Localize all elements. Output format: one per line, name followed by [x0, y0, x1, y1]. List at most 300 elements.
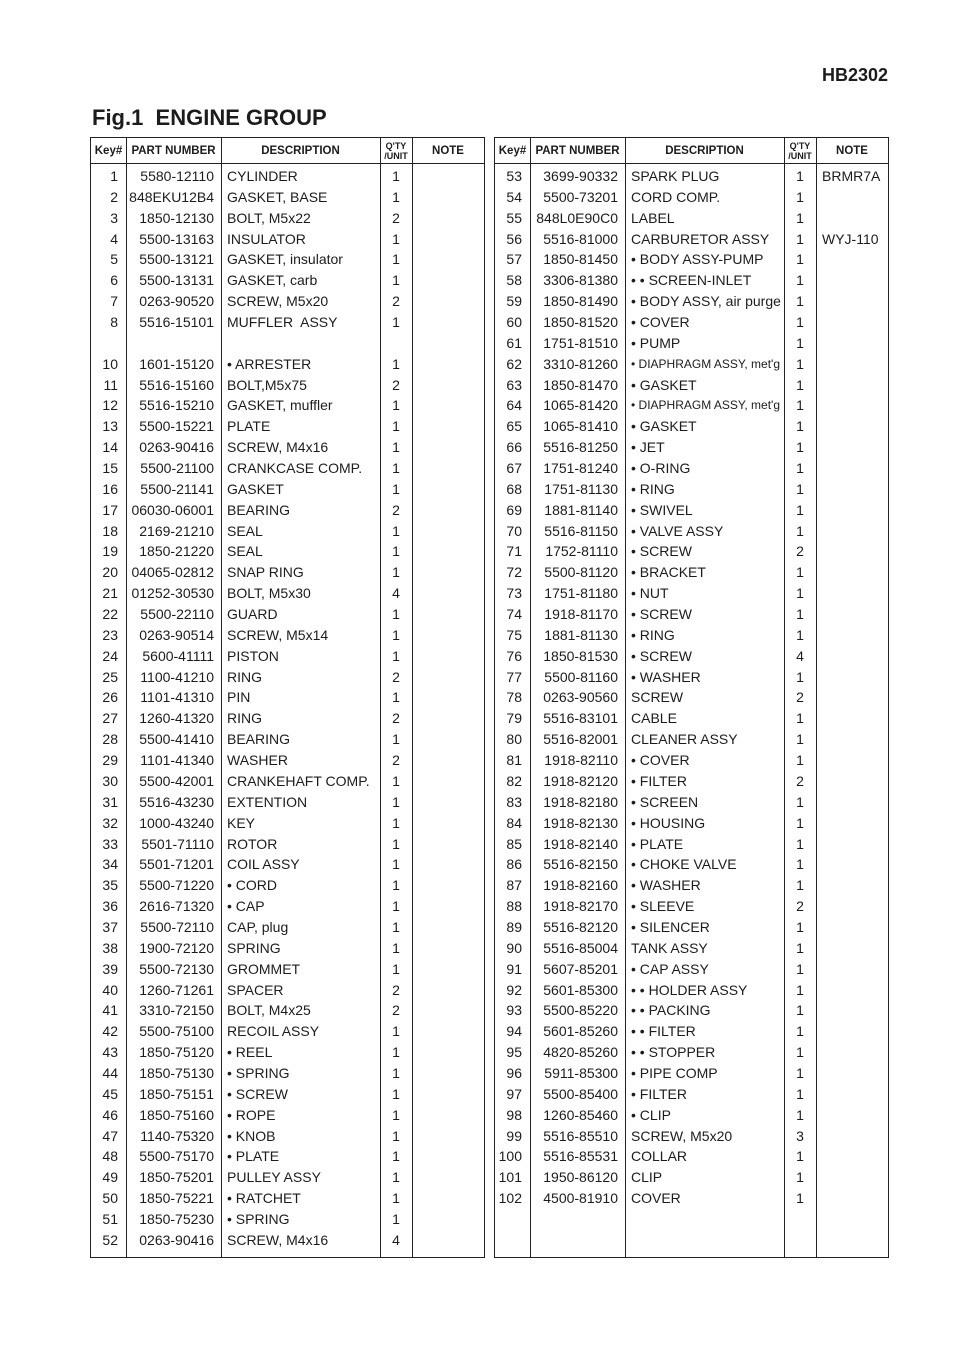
part-number-cell: 1000-43240: [139, 814, 214, 831]
description-cell: SCREW, M4x16: [227, 439, 329, 456]
description-cell: GUARD: [227, 606, 278, 623]
note-cell: [412, 792, 484, 813]
key-cell: 22: [102, 606, 118, 623]
qty-cell: 1: [392, 856, 400, 873]
qty-cell: 1: [796, 272, 804, 289]
part-number-cell: 3310-81260: [543, 355, 618, 372]
qty-cell: 1: [392, 606, 400, 623]
part-number-cell: 5501-71201: [139, 856, 214, 873]
key-cell: 61: [506, 334, 522, 351]
qty-cell: 1: [392, 1210, 400, 1227]
note-cell: [412, 208, 484, 229]
part-number-cell: 5500-21141: [140, 480, 214, 497]
key-cell: 30: [102, 772, 118, 789]
qty-cell: 1: [796, 1169, 804, 1186]
description-cell: • WASHER: [631, 877, 701, 894]
part-number-cell: 2616-71320: [139, 898, 214, 915]
qty-cell: 2: [392, 710, 400, 727]
note-cell: [412, 667, 484, 688]
description-cell: SCREW, M5x20: [631, 1127, 733, 1144]
key-cell: 72: [506, 564, 522, 581]
key-cell: 80: [506, 731, 522, 748]
qty-cell: 1: [796, 626, 804, 643]
column-divider: [380, 138, 381, 1257]
part-number-cell: 5500-75170: [139, 1148, 214, 1165]
note-cell: [412, 229, 484, 250]
part-number-cell: 1751-81180: [544, 585, 618, 602]
note-cell: [412, 1188, 484, 1209]
part-number-cell: 5500-41410: [139, 731, 214, 748]
table-row: [495, 646, 888, 667]
note-cell: [816, 604, 888, 625]
part-number-cell: 1918-82170: [543, 898, 618, 915]
table-row: [495, 208, 888, 229]
part-number-cell: 0263-90416: [139, 1231, 214, 1248]
key-cell: 47: [102, 1127, 118, 1144]
note-cell: [412, 500, 484, 521]
qty-cell: 1: [392, 272, 400, 289]
key-cell: 54: [506, 188, 522, 205]
key-cell: 43: [102, 1044, 118, 1061]
table-row: [91, 750, 484, 771]
table-row: [495, 625, 888, 646]
table-row: [91, 1209, 484, 1230]
table-row: [495, 1105, 888, 1126]
note-cell: [816, 896, 888, 917]
description-cell: • JET: [631, 439, 665, 456]
key-cell: 18: [102, 522, 118, 539]
qty-cell: 1: [392, 1023, 400, 1040]
description-cell: • COVER: [631, 314, 690, 331]
description-cell: CLEANER ASSY: [631, 731, 738, 748]
note-cell: [816, 1105, 888, 1126]
table-row: [91, 896, 484, 917]
key-cell: 101: [498, 1169, 522, 1186]
key-cell: 79: [506, 710, 522, 727]
header-qty-line2: /UNIT: [384, 150, 408, 161]
part-number-cell: 5500-85220: [543, 1002, 618, 1019]
qty-cell: 2: [796, 689, 804, 706]
table-row: [91, 980, 484, 1001]
table-row: [495, 1042, 888, 1063]
key-cell: 75: [506, 626, 522, 643]
column-divider: [530, 138, 531, 1257]
description-cell: COIL ASSY: [227, 856, 300, 873]
part-number-cell: 0263-90560: [543, 689, 618, 706]
table-row: [495, 500, 888, 521]
note-cell: [816, 834, 888, 855]
table-row: [495, 479, 888, 500]
note-cell: [412, 708, 484, 729]
key-cell: 64: [506, 397, 522, 414]
description-cell: GASKET, muffler: [227, 397, 333, 414]
description-cell: • SCREW: [631, 606, 692, 623]
description-cell: MUFFLER ASSY: [227, 314, 338, 331]
description-cell: • PIPE COMP: [631, 1064, 718, 1081]
qty-cell: 4: [392, 1231, 400, 1248]
note-cell: [816, 270, 888, 291]
table-row: [91, 249, 484, 270]
key-cell: 4: [110, 230, 118, 247]
note-cell: BRMR7A: [822, 168, 881, 184]
part-number-cell: 1850-21220: [139, 543, 214, 560]
part-number-cell: 5516-82150: [543, 856, 618, 873]
part-number-cell: 3306-81380: [543, 272, 618, 289]
description-cell: • SPRING: [227, 1064, 290, 1081]
key-cell: 83: [506, 793, 522, 810]
qty-cell: 1: [796, 1044, 804, 1061]
table-row: [91, 959, 484, 980]
qty-cell: 1: [796, 501, 804, 518]
description-cell: • FILTER: [631, 772, 687, 789]
part-number-cell: 5601-85260: [543, 1023, 618, 1040]
qty-cell: 1: [392, 960, 400, 977]
key-cell: 49: [102, 1169, 118, 1186]
part-number-cell: 5516-83101: [543, 710, 618, 727]
table-row: [495, 708, 888, 729]
key-cell: 19: [102, 543, 118, 560]
description-cell: RING: [227, 710, 262, 727]
qty-cell: 2: [392, 1002, 400, 1019]
part-number-cell: 1101-41340: [140, 752, 214, 769]
note-cell: [816, 1063, 888, 1084]
table-row: [91, 646, 484, 667]
note-cell: [412, 625, 484, 646]
description-cell: SEAL: [227, 543, 263, 560]
key-cell: 81: [506, 752, 522, 769]
table-row: [91, 583, 484, 604]
qty-cell: 1: [796, 960, 804, 977]
note-cell: [816, 291, 888, 312]
note-cell: [412, 1063, 484, 1084]
note-cell: [816, 1167, 888, 1188]
part-number-cell: 5500-42001: [139, 772, 214, 789]
note-cell: [816, 416, 888, 437]
qty-cell: 1: [392, 418, 400, 435]
note-cell: [816, 750, 888, 771]
description-cell: CRANKCASE COMP.: [227, 460, 363, 477]
key-cell: 92: [506, 981, 522, 998]
note-cell: [816, 1042, 888, 1063]
description-cell: • CAP: [227, 898, 265, 915]
key-cell: 27: [102, 710, 118, 727]
key-cell: 84: [506, 814, 522, 831]
note-cell: [816, 1021, 888, 1042]
part-number-cell: 1918-82130: [543, 814, 618, 831]
note-cell: [412, 1042, 484, 1063]
description-cell: • RING: [631, 626, 675, 643]
part-number-cell: 5516-15210: [139, 397, 214, 414]
part-number-cell: 5500-13131: [139, 272, 214, 289]
key-cell: 56: [506, 230, 522, 247]
part-number-cell: 1918-81170: [544, 606, 618, 623]
key-cell: 44: [102, 1064, 118, 1081]
part-number-cell: 1850-81470: [543, 376, 618, 393]
note-cell: [412, 312, 484, 333]
note-cell: [816, 479, 888, 500]
part-number-cell: 5911-85300: [544, 1064, 618, 1081]
table-row: [495, 562, 888, 583]
part-number-cell: 5516-15160: [139, 376, 214, 393]
qty-cell: 1: [392, 939, 400, 956]
description-cell: • CLIP: [631, 1106, 671, 1123]
key-cell: 66: [506, 439, 522, 456]
table-row: [495, 980, 888, 1001]
key-cell: 65: [506, 418, 522, 435]
description-cell: TANK ASSY: [631, 939, 708, 956]
key-cell: 93: [506, 1002, 522, 1019]
key-cell: 87: [506, 877, 522, 894]
key-cell: 96: [506, 1064, 522, 1081]
column-divider: [816, 138, 817, 1257]
note-cell: [412, 646, 484, 667]
key-cell: 82: [506, 772, 522, 789]
note-cell: [412, 917, 484, 938]
qty-cell: 1: [796, 460, 804, 477]
table-row: [495, 270, 888, 291]
table-row: [495, 687, 888, 708]
part-number-cell: 0263-90514: [139, 626, 214, 643]
description-cell: SCREW, M5x14: [227, 626, 329, 643]
part-number-cell: 1260-71261: [139, 981, 214, 998]
table-row: [91, 938, 484, 959]
qty-cell: 4: [796, 647, 804, 664]
key-cell: 97: [506, 1085, 522, 1102]
qty-cell: 1: [392, 1085, 400, 1102]
qty-cell: 1: [796, 314, 804, 331]
table-row: [91, 458, 484, 479]
part-number-cell: 5516-43230: [139, 793, 214, 810]
qty-cell: 1: [796, 793, 804, 810]
part-number-cell: 5516-82120: [543, 918, 618, 935]
part-number-cell: 5500-13121: [139, 251, 214, 268]
header-key: Key#: [94, 144, 123, 157]
key-cell: 34: [102, 856, 118, 873]
part-number-cell: 1752-81110: [545, 543, 618, 560]
part-number-cell: 3699-90332: [543, 168, 618, 184]
qty-cell: 1: [392, 251, 400, 268]
table-row: [91, 395, 484, 416]
part-number-cell: 5500-71220: [139, 877, 214, 894]
description-cell: • BODY ASSY-PUMP: [631, 251, 764, 268]
note-cell: [816, 938, 888, 959]
description-cell: GASKET, BASE: [227, 188, 328, 205]
column-divider: [625, 138, 626, 1257]
note-cell: [412, 375, 484, 396]
qty-cell: 1: [392, 1148, 400, 1165]
table-row: [91, 771, 484, 792]
key-cell: 6: [110, 272, 118, 289]
description-cell: PISTON: [227, 647, 279, 664]
key-cell: 73: [506, 585, 522, 602]
table-body: [91, 164, 484, 1251]
note-cell: [816, 187, 888, 208]
key-cell: 41: [102, 1002, 118, 1019]
note-cell: [412, 270, 484, 291]
qty-cell: 1: [392, 1169, 400, 1186]
description-cell: • SPRING: [227, 1210, 290, 1227]
qty-cell: 1: [796, 939, 804, 956]
key-cell: 20: [102, 564, 118, 581]
note-cell: [412, 437, 484, 458]
table-row: [495, 917, 888, 938]
column-divider: [784, 138, 785, 1257]
table-row: [91, 834, 484, 855]
key-cell: 23: [102, 626, 118, 643]
qty-cell: 2: [796, 772, 804, 789]
note-cell: [412, 521, 484, 542]
table-row: [495, 959, 888, 980]
qty-cell: 1: [796, 188, 804, 205]
note-cell: [412, 395, 484, 416]
description-cell: • SILENCER: [631, 918, 710, 935]
part-number-cell: 1850-75130: [139, 1064, 214, 1081]
part-number-cell: 5516-85004: [543, 939, 618, 956]
qty-cell: 1: [392, 460, 400, 477]
description-cell: GASKET, carb: [227, 272, 318, 289]
qty-cell: 1: [392, 564, 400, 581]
description-cell: INSULATOR: [227, 230, 306, 247]
description-cell: BOLT,M5x75: [227, 376, 307, 393]
table-row: [91, 1230, 484, 1251]
table-row: [495, 896, 888, 917]
note-cell: [816, 437, 888, 458]
key-cell: 26: [102, 689, 118, 706]
key-cell: 59: [506, 293, 522, 310]
description-cell: GASKET, insulator: [227, 251, 343, 268]
qty-cell: 1: [796, 209, 804, 226]
key-cell: 7: [110, 293, 118, 310]
part-number-cell: 1140-75320: [140, 1127, 214, 1144]
note-cell: [816, 959, 888, 980]
key-cell: 70: [506, 522, 522, 539]
table-row: [91, 1000, 484, 1021]
table-row: [91, 625, 484, 646]
table-row: [495, 1188, 888, 1209]
part-number-cell: 1850-81450: [543, 251, 618, 268]
table-row: [91, 1146, 484, 1167]
part-number-cell: 5516-82001: [543, 731, 618, 748]
description-cell: GROMMET: [227, 960, 301, 977]
table-row: [495, 750, 888, 771]
description-cell: • BODY ASSY, air purge: [631, 293, 781, 310]
qty-cell: 1: [796, 439, 804, 456]
qty-cell: 1: [796, 522, 804, 539]
key-cell: 28: [102, 731, 118, 748]
description-cell: BOLT, M5x30: [227, 585, 311, 602]
key-cell: 40: [102, 981, 118, 998]
key-cell: 76: [506, 647, 522, 664]
description-cell: SPRING: [227, 939, 281, 956]
qty-cell: 1: [392, 793, 400, 810]
header-qty-line1: Q'TY: [789, 140, 811, 151]
qty-cell: 1: [392, 480, 400, 497]
description-cell: PIN: [227, 689, 251, 706]
qty-cell: 1: [392, 731, 400, 748]
qty-cell: 1: [392, 522, 400, 539]
qty-cell: 1: [796, 334, 804, 351]
note-cell: [412, 1000, 484, 1021]
part-number-cell: 848L0E90C0: [536, 209, 618, 226]
part-number-cell: 5500-13163: [139, 230, 214, 247]
table-row: [495, 541, 888, 562]
table-row: [91, 729, 484, 750]
qty-cell: 2: [392, 752, 400, 769]
part-number-cell: 1751-81130: [544, 480, 618, 497]
table-row: [495, 604, 888, 625]
qty-cell: 1: [796, 752, 804, 769]
description-cell: • CHOKE VALVE: [631, 856, 737, 873]
note-cell: [816, 813, 888, 834]
part-number-cell: 1900-72120: [139, 939, 214, 956]
description-cell: • ROPE: [227, 1106, 276, 1123]
qty-cell: 1: [392, 397, 400, 414]
description-cell: ROTOR: [227, 835, 278, 852]
qty-cell: 1: [796, 376, 804, 393]
key-cell: 15: [102, 460, 118, 477]
note-cell: [816, 375, 888, 396]
description-cell: • GASKET: [631, 418, 697, 435]
table-row: [495, 187, 888, 208]
part-number-cell: 1065-81410: [543, 418, 618, 435]
qty-cell: 1: [796, 418, 804, 435]
note-cell: [412, 834, 484, 855]
table-header: [91, 138, 484, 164]
description-cell: BOLT, M5x22: [227, 209, 311, 226]
table-row: [495, 312, 888, 333]
note-cell: [816, 1000, 888, 1021]
table-row: [495, 1063, 888, 1084]
note-cell: [816, 980, 888, 1001]
note-cell: [412, 980, 484, 1001]
qty-cell: 1: [392, 689, 400, 706]
note-cell: [816, 854, 888, 875]
note-cell: [816, 667, 888, 688]
note-cell: [412, 750, 484, 771]
description-cell: • SCREW: [227, 1085, 288, 1102]
note-cell: [412, 1021, 484, 1042]
note-cell: [412, 771, 484, 792]
header-qty-line2: /UNIT: [788, 150, 812, 161]
part-number-cell: 1100-41210: [140, 668, 214, 685]
key-cell: 2: [110, 188, 118, 205]
part-number-cell: 5500-22110: [140, 606, 214, 623]
note-cell: [412, 1209, 484, 1230]
part-number-cell: 1850-12130: [139, 209, 214, 226]
table-row: [91, 187, 484, 208]
table-row: [91, 416, 484, 437]
note-cell: [412, 1084, 484, 1105]
part-number-cell: 5516-81250: [543, 439, 618, 456]
qty-cell: 2: [392, 293, 400, 310]
key-cell: 10: [102, 355, 118, 372]
table-row: [495, 166, 888, 187]
key-cell: 85: [506, 835, 522, 852]
note-cell: [412, 479, 484, 500]
table-row: [495, 667, 888, 688]
table-row: [495, 813, 888, 834]
qty-cell: 1: [392, 1106, 400, 1123]
description-cell: • VALVE ASSY: [631, 522, 724, 539]
table-header: [495, 138, 888, 164]
part-number-cell: 1918-82160: [543, 877, 618, 894]
note-cell: [816, 1188, 888, 1209]
key-cell: 62: [506, 355, 522, 372]
blank-row: [91, 333, 484, 354]
table-row: [91, 1105, 484, 1126]
part-number-cell: 1881-81140: [544, 501, 618, 518]
description-cell: GASKET: [227, 480, 284, 497]
